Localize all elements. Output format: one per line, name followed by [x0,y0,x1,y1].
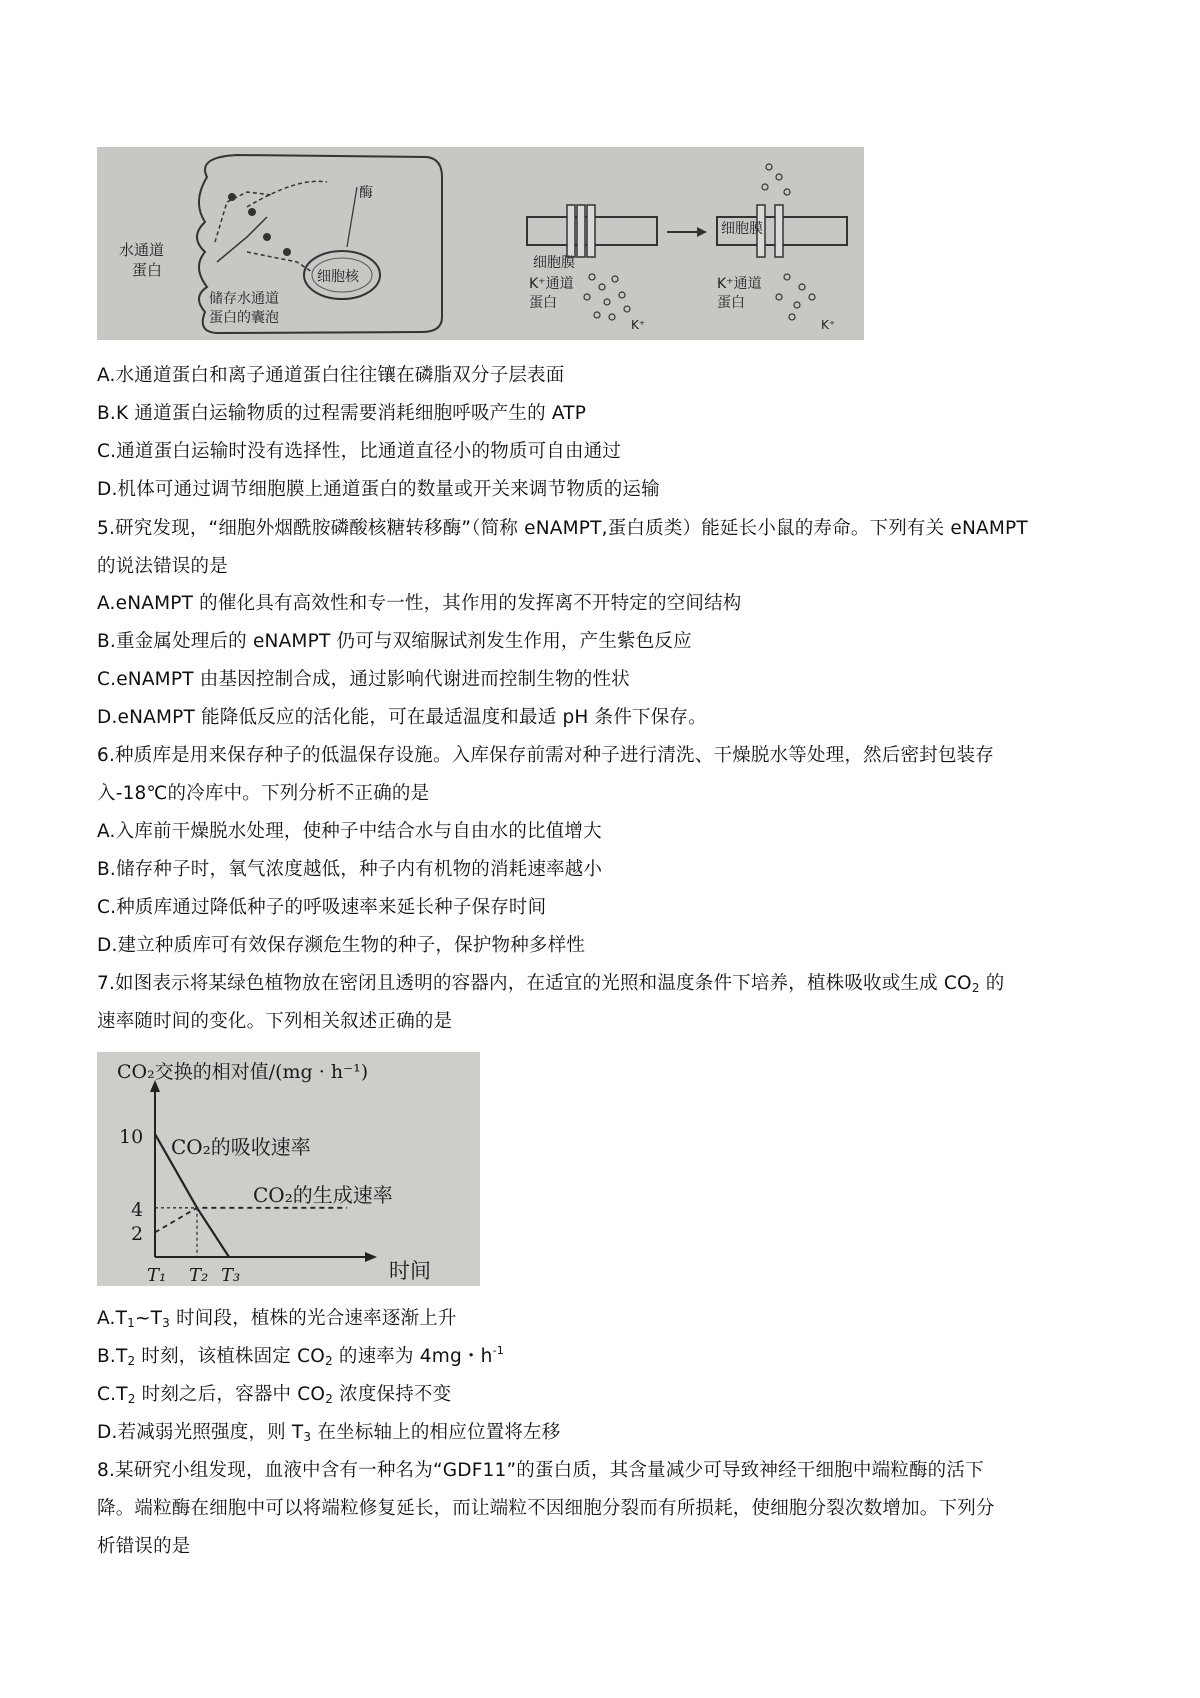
q7-option-b: $B.T_2$ 时刻，该植株固定 $CO_2$ 的速率为 4mg・$h^{-1}$ [97,1344,504,1368]
q7-option-d: D.若减弱光照强度，则 $T_3$ 在坐标轴上的相应位置将左移 [97,1422,561,1444]
xtick-t3: T₃ [221,1265,241,1286]
label-membrane-right: 细胞膜 [721,221,763,237]
q6-option-b: B.储存种子时，氧气浓度越低，种子内有机物的消耗速率越小 [97,859,603,880]
chart-xlabel: 时间 [389,1259,431,1283]
ytick-10: 10 [119,1126,144,1148]
q4-option-c: C.通道蛋白运输时没有选择性，比通道直径小的物质可自由通过 [97,441,622,462]
q5-option-a: A.eNAMPT 的催化具有高效性和专一性，其作用的发挥离不开特定的空间结构 [97,593,742,614]
label-nucleus: 细胞核 [317,269,359,285]
q7-option-a: $A.T_1\sim T_3$ 时间段，植株的光合速率逐渐上升 [97,1308,457,1330]
q8-stem-line2: 降。端粒酶在细胞中可以将端粒修复延长，而让端粒不因细胞分裂而有所损耗，使细胞分裂次数增加。下列分 [97,1498,995,1519]
label-membrane-left: 细胞膜 [533,255,575,271]
q6-option-a: A.入库前干燥脱水处理，使种子中结合水与自由水的比值增大 [97,821,602,842]
xtick-t1: T₁ [147,1265,167,1286]
ytick-2: 2 [131,1223,144,1245]
series-label-produce: CO₂的生成速率 [253,1183,393,1207]
label-k-channel-right-2: 蛋白 [717,295,745,311]
q5-option-b: B.重金属处理后的 eNAMPT 仍可与双缩脲试剂发生作用，产生紫色反应 [97,631,692,652]
xtick-t2: T₂ [189,1265,209,1286]
q8-stem-line1: 8.某研究小组发现，血液中含有一种名为“GDF11”的蛋白质，其含量减少可导致神经干细胞中端粒酶的活下 [97,1460,984,1481]
label-water-channel-2: 蛋白 [132,261,163,279]
co2-rate-chart [97,1052,480,1286]
q5-option-c: C.eNAMPT 由基因控制合成，通过影响代谢进而控制生物的性状 [97,669,630,690]
label-k-ion-left: K⁺ [631,318,646,332]
label-vesicle-2: 蛋白的囊泡 [209,310,279,326]
q7-stem-line1: 7.如图表示将某绿色植物放在密闭且透明的容器内，在适宜的光照和温度条件下培养，植株吸收或生成 $CO_2$ 的 [97,973,1005,995]
label-vesicle-1: 储存水通道 [209,291,279,307]
q6-stem-line1: 6.种质库是用来保存种子的低温保存设施。入库保存前需对种子进行清洗、干燥脱水等处理，然后密封包装存 [97,745,994,766]
channel-protein-figure [97,147,864,340]
label-k-channel-left-1: K⁺通道 [529,276,574,292]
q6-option-d: D.建立种质库可有效保存濒危生物的种子，保护物种多样性 [97,935,586,956]
q7-stem-line2: 速率随时间的变化。下列相关叙述正确的是 [97,1011,453,1032]
ytick-4: 4 [131,1199,144,1221]
q7-option-c: $C.T_2$ 时刻之后，容器中 $CO_2$ 浓度保持不变 [97,1384,452,1406]
q4-option-b: B.K 通道蛋白运输物质的过程需要消耗细胞呼吸产生的 ATP [97,403,587,424]
q4-option-d: D.机体可通过调节细胞膜上通道蛋白的数量或开关来调节物质的运输 [97,479,660,500]
label-water-channel-1: 水通道 [119,241,165,259]
chart-ylabel: CO₂交换的相对值/(mg · h⁻¹) [117,1061,369,1083]
q5-stem-line1: 5.研究发现，“细胞外烟酰胺磷酸核糖转移酶”（简称 eNAMPT,蛋白质类）能延长小鼠的寿命。下列有关 eNAMPT [97,518,1028,539]
label-k-ion-right: K⁺ [821,318,836,332]
label-enzyme: 酶 [359,185,373,201]
q8-stem-line3: 析错误的是 [97,1536,191,1557]
q6-stem-line2: 入-18℃的冷库中。下列分析不正确的是 [97,783,430,804]
q4-option-a: A.水通道蛋白和离子通道蛋白往往镶在磷脂双分子层表面 [97,365,565,386]
label-k-channel-left-2: 蛋白 [529,295,557,311]
q6-option-c: C.种质库通过降低种子的呼吸速率来延长种子保存时间 [97,897,547,918]
series-label-absorb: CO₂的吸收速率 [171,1135,311,1159]
q5-option-d: D.eNAMPT 能降低反应的活化能，可在最适温度和最适 pH 条件下保存。 [97,707,707,728]
q5-stem-line2: 的说法错误的是 [97,556,228,577]
label-k-channel-right-1: K⁺通道 [717,276,762,292]
